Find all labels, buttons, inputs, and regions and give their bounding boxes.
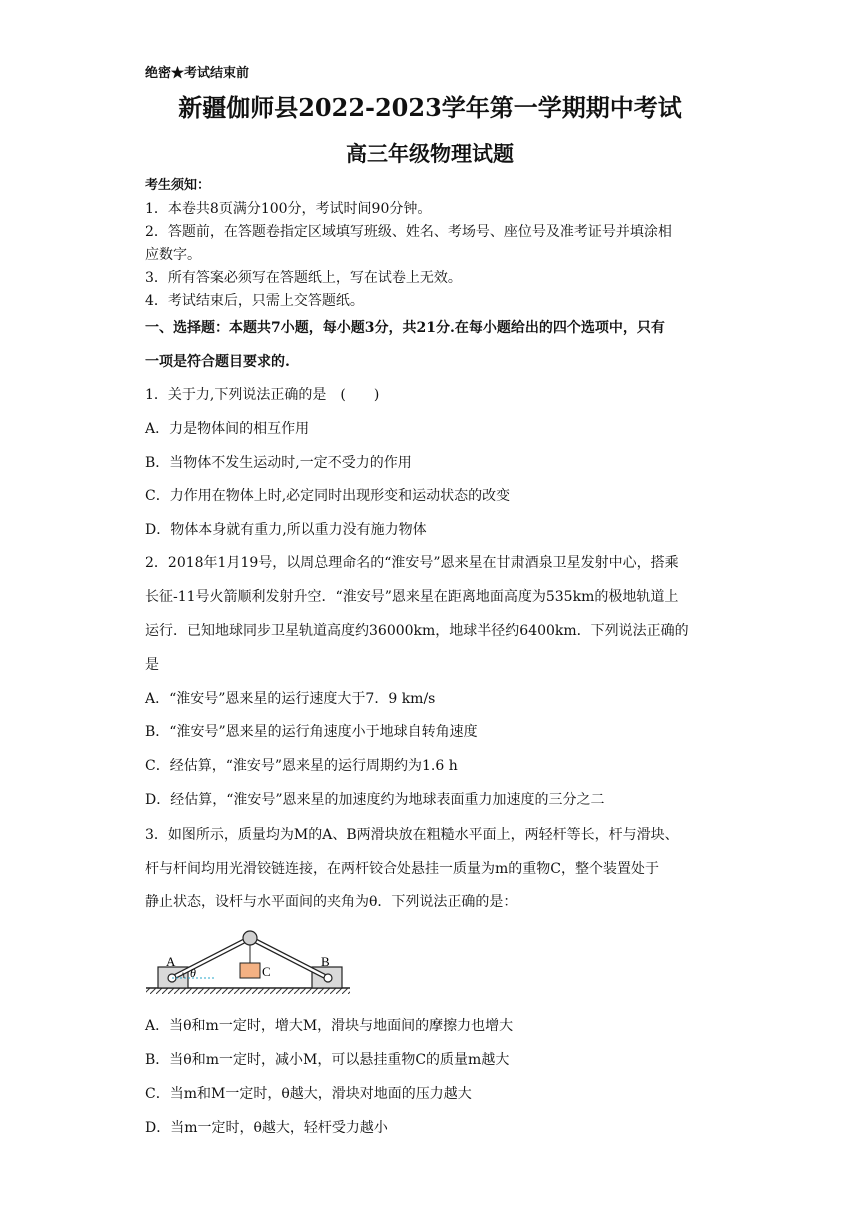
label-theta: θ <box>190 966 196 980</box>
question-3-option-a: A．当θ和m一定时，增大M，滑块与地面间的摩擦力也增大 <box>145 1018 514 1034</box>
question-2-option-b: B．“淮安号”恩来星的运行角速度小于地球自转角速度 <box>145 724 478 740</box>
notice-item: 1．本卷共8页满分100分，考试时间90分钟。 <box>145 201 432 217</box>
question-3-stem: 静止状态，设杆与水平面间的夹角为θ．下列说法正确的是： <box>145 894 518 910</box>
rod-left-inner <box>172 938 250 978</box>
exam-title: 新疆伽师县2022-2023学年第一学期期中考试 <box>178 93 682 122</box>
question-3-option-d: D．当m一定时，θ越大，轻杆受力越小 <box>145 1120 388 1136</box>
question-3-option-b: B．当θ和m一定时，减小M，可以悬挂重物C的质量m越大 <box>145 1052 510 1068</box>
question-2-option-a: A．“淮安号”恩来星的运行速度大于7．9 km/s <box>145 691 436 707</box>
question-2-option-d: D．经估算，“淮安号”恩来星的加速度约为地球表面重力加速度的三分之二 <box>145 792 605 808</box>
question-3-option-c: C．当m和M一定时，θ越大，滑块对地面的压力越大 <box>145 1086 472 1102</box>
question-1-option-a: A．力是物体间的相互作用 <box>145 421 310 437</box>
weight-c <box>240 963 260 978</box>
notice-item: 3．所有答案必须写在答题纸上，写在试卷上无效。 <box>145 270 462 286</box>
notice-heading: 考生须知： <box>145 178 211 193</box>
section-heading: 一、选择题：本题共7小题，每小题3分，共21分.在每小题给出的四个选项中，只有 <box>145 320 665 336</box>
ground-hatch <box>146 988 350 994</box>
exam-subtitle: 高三年级物理试题 <box>346 141 514 166</box>
question-1-option-b: B．当物体不发生运动时,一定不受力的作用 <box>145 455 412 471</box>
section-heading-cont: 一项是符合题目要求的. <box>145 354 290 370</box>
notice-item: 应数字。 <box>145 247 201 263</box>
question-1-option-d: D．物体本身就有重力,所以重力没有施力物体 <box>145 522 427 538</box>
question-1-option-c: C．力作用在物体上时,必定同时出现形变和运动状态的改变 <box>145 488 511 504</box>
label-a: A <box>166 954 176 969</box>
notice-item: 2．答题前，在答题卷指定区域填写班级、姓名、考场号、座位号及准考证号并填涂相 <box>145 224 672 240</box>
question-2-stem: 长征-11号火箭顺利发射升空．“淮安号”恩来星在距离地面高度为535km的极地轨道上 <box>145 589 679 605</box>
label-c: C <box>262 964 271 979</box>
confidential-label: 绝密★考试结束前 <box>145 66 250 81</box>
question-2-option-c: C．经估算，“淮安号”恩来星的运行周期约为1.6 h <box>145 758 458 774</box>
question-3-figure <box>144 928 354 998</box>
question-2-stem: 运行．已知地球同步卫星轨道高度约36000km，地球半径约6400km．下列说法正确的 <box>145 623 689 639</box>
label-b: B <box>321 954 330 969</box>
question-1-stem: 1．关于力,下列说法正确的是 ( ) <box>145 387 380 403</box>
question-3-stem: 杆与杆间均用光滑铰链连接，在两杆铰合处悬挂一质量为m的重物C，整个装置处于 <box>145 861 659 877</box>
question-2-stem: 2．2018年1月19号，以周总理命名的“淮安号”恩来星在甘肃酒泉卫星发射中心，搭乘 <box>145 555 679 571</box>
question-3-stem: 3．如图所示，质量均为M的A、B两滑块放在粗糙水平面上，两轻杆等长，杆与滑块、 <box>145 827 679 843</box>
question-2-stem: 是 <box>145 657 159 673</box>
notice-item: 4．考试结束后，只需上交答题纸。 <box>145 293 364 309</box>
top-hinge <box>243 931 257 945</box>
hinge-b <box>324 974 332 982</box>
